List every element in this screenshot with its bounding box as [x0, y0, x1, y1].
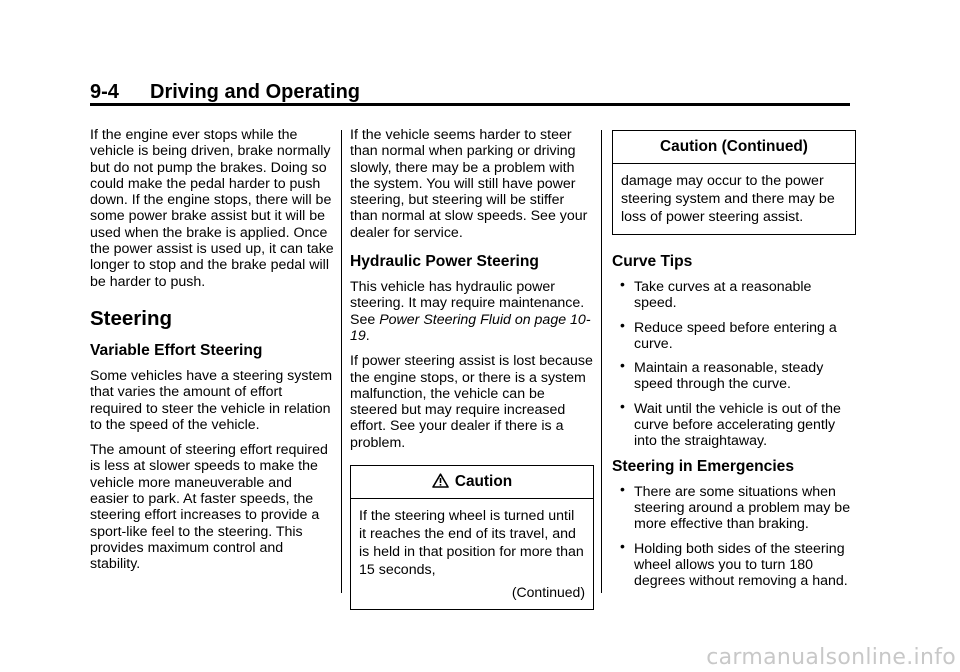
bullet: • [620, 537, 625, 554]
column-1 [90, 127, 334, 582]
section-title: Driving and Operating [150, 81, 361, 103]
list-item [612, 276, 856, 312]
hydraulic-paragraph-2: If power steering assist is lost because the engine stops, or there is a system malfunction, the vehicle can be steered but may require increased effort. See your dealer if there is a problem. [350, 353, 593, 451]
list-item [612, 480, 856, 533]
caution-continued-text: damage may occur to the power steering system and there may be loss of power steering assist. [621, 173, 835, 225]
list-item-text: Maintain a reasonable, steady speed through the curve. [634, 360, 824, 393]
harder-to-steer-paragraph: If the vehicle seems harder to steer than normal when parking or driving slowly, there may be a problem with the system. You will still have power steering, but steering will be stiffer than normal at slow speeds. See your dealer for service. [350, 127, 588, 241]
list-item-text: Wait until the vehicle is out of the curve before accelerating gently into the straightaway. [634, 400, 841, 450]
watermark: carmanualsonline.info [706, 645, 956, 670]
column-divider [601, 130, 602, 593]
list-item-text: There are some situations when steering around a problem may be more effective than braking. [634, 483, 851, 533]
caution-header [351, 466, 593, 499]
caution-continued-box [612, 130, 856, 235]
list-item-text: Holding both sides of the steering wheel allows you to turn 180 degrees without removing a hand. [634, 540, 848, 590]
caution-continued-header: Caution (Continued) [613, 131, 855, 164]
engine-stop-paragraph: If the engine ever stops while the vehicle is being driven, brake normally but do not pump the brakes. Doing so could make the pedal harder to push down. If the engine stops, there will be some power brake assist but it will be used when the brake is applied. Once the power assist is used up, it can take longer to stop and the brake pedal will be harder to push. [90, 127, 334, 290]
caution-body [351, 499, 593, 609]
list-item [612, 316, 856, 353]
caution-text: If the steering wheel is turned until it reaches the end of its travel, and is held in that position for more than 15 seconds, [359, 508, 584, 579]
steering-heading: Steering [90, 306, 173, 330]
variable-effort-paragraph-1: Some vehicles have a steering system that varies the amount of effort required to steer the vehicle in relation to the speed of the vehicle. [90, 367, 333, 433]
steering-emergencies-heading: Steering in Emergencies [612, 457, 794, 475]
list-item-text: Take curves at a reasonable speed. [634, 279, 812, 312]
curve-tips-list [612, 276, 856, 450]
list-item-text: Reduce speed before entering a curve. [634, 319, 837, 352]
caution-continued: (Continued) [511, 584, 585, 601]
list-item [612, 397, 856, 450]
variable-effort-heading: Variable Effort Steering [90, 341, 263, 359]
hydraulic-text-end: . [365, 327, 370, 344]
column-3 [612, 127, 856, 597]
bullet: • [620, 397, 625, 414]
hydraulic-steering-heading: Hydraulic Power Steering [350, 253, 539, 271]
page-number: 9-4 [90, 81, 119, 103]
list-item [612, 537, 856, 590]
bullet: • [620, 316, 625, 333]
caution-box [350, 465, 594, 610]
hydraulic-paragraph-1 [350, 279, 594, 344]
bullet: • [620, 480, 625, 497]
page-header [90, 80, 850, 106]
emergencies-list [612, 480, 856, 590]
variable-effort-paragraph-2: The amount of steering effort required is less at slower speeds to make the vehicle more maneuverable and easier to park. At faster speeds, the steering effort increases to provide a sport-like feel to the steering. This provides maximum control and stability. [90, 442, 328, 573]
caution-title: Caution [454, 473, 513, 491]
caution-continued-body [613, 164, 855, 234]
column-2 [350, 127, 594, 610]
curve-tips-heading: Curve Tips [612, 253, 693, 270]
power-steering-fluid-reference: Power Steering Fluid on page 10-19 [350, 311, 591, 344]
column-divider [341, 130, 342, 593]
bullet: • [620, 276, 625, 292]
list-item [612, 357, 856, 393]
warning-triangle-icon [432, 468, 449, 500]
bullet: • [620, 357, 625, 374]
hydraulic-text: This vehicle has hydraulic power steering. It may require maintenance. See [350, 279, 585, 328]
